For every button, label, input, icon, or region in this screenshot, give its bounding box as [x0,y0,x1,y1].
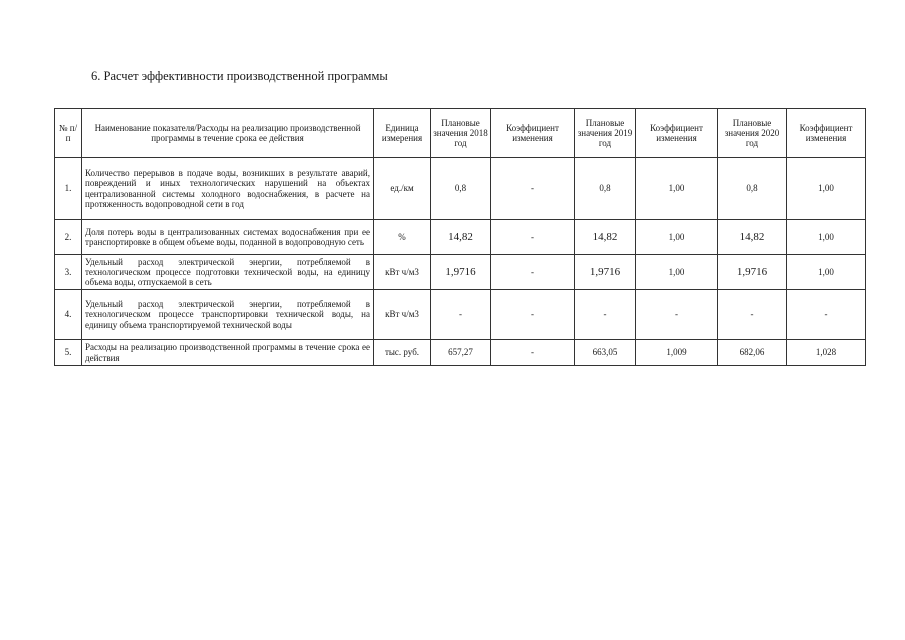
cell-coef-3: 1,00 [787,220,866,255]
cell-plan-2020: 14,82 [718,220,787,255]
cell-unit: ед./км [374,158,431,220]
cell-num: 1. [55,158,82,220]
header-plan-2018: Плановые значения 2018 год [431,109,491,158]
cell-coef-2: - [636,290,718,340]
cell-coef-3: 1,00 [787,158,866,220]
cell-plan-2018: 1,9716 [431,255,491,290]
cell-coef-2: 1,00 [636,158,718,220]
cell-coef-2: 1,00 [636,255,718,290]
cell-name: Расходы на реализацию производственной программы в течение срока ее действия [82,340,374,366]
cell-plan-2020: 0,8 [718,158,787,220]
header-coef-1: Коэффициент изменения [491,109,575,158]
cell-plan-2020: - [718,290,787,340]
cell-coef-3: - [787,290,866,340]
header-plan-2019: Плановые значения 2019 год [575,109,636,158]
cell-plan-2018: 14,82 [431,220,491,255]
cell-plan-2018: - [431,290,491,340]
cell-coef-3: 1,028 [787,340,866,366]
cell-num: 2. [55,220,82,255]
cell-coef-1: - [491,220,575,255]
cell-name: Удельный расход электрической энергии, потребляемой в технологическом процессе подготовки технической воды, на единицу объема воды, отпускаемой в сеть [82,255,374,290]
table-row [55,255,866,290]
cell-plan-2019: - [575,290,636,340]
cell-plan-2020: 1,9716 [718,255,787,290]
table-row [55,290,866,340]
cell-coef-3: 1,00 [787,255,866,290]
section-title: 6. Расчет эффективности производственной программы [91,69,388,83]
cell-name: Доля потерь воды в централизованных системах водоснабжения при ее транспортировке в общем объеме воды, поданной в водопроводную сеть [82,220,374,255]
cell-num: 4. [55,290,82,340]
cell-plan-2020: 682,06 [718,340,787,366]
header-plan-2020: Плановые значения 2020 год [718,109,787,158]
efficiency-table [54,108,866,366]
cell-coef-1: - [491,340,575,366]
cell-unit: кВт ч/м3 [374,290,431,340]
cell-plan-2019: 0,8 [575,158,636,220]
cell-plan-2018: 0,8 [431,158,491,220]
cell-coef-2: 1,00 [636,220,718,255]
cell-plan-2019: 663,05 [575,340,636,366]
cell-num: 5. [55,340,82,366]
cell-coef-1: - [491,255,575,290]
cell-plan-2018: 657,27 [431,340,491,366]
cell-plan-2019: 1,9716 [575,255,636,290]
header-coef-3: Коэффициент изменения [787,109,866,158]
table-header-row [55,109,866,158]
header-name: Наименование показателя/Расходы на реализацию производственной программы в течение срока ее действия [82,109,374,158]
table-row [55,158,866,220]
cell-coef-1: - [491,290,575,340]
cell-name: Удельный расход электрической энергии, потребляемой в технологическом процессе транспортировки технической воды, на единицу объема транспортируемой технической воды [82,290,374,340]
cell-name: Количество перерывов в подаче воды, возникших в результате аварий, повреждений и иных технологических нарушений на объектах централизованной системы холодного водоснабжения, в расчете на протяженность водопроводной сети в год [82,158,374,220]
header-num: № п/п [55,109,82,158]
cell-unit: кВт ч/м3 [374,255,431,290]
cell-coef-2: 1,009 [636,340,718,366]
cell-plan-2019: 14,82 [575,220,636,255]
cell-unit: % [374,220,431,255]
header-coef-2: Коэффициент изменения [636,109,718,158]
cell-coef-1: - [491,158,575,220]
table-row [55,340,866,366]
cell-num: 3. [55,255,82,290]
header-unit: Единица измерения [374,109,431,158]
table-row [55,220,866,255]
cell-unit: тыс. руб. [374,340,431,366]
